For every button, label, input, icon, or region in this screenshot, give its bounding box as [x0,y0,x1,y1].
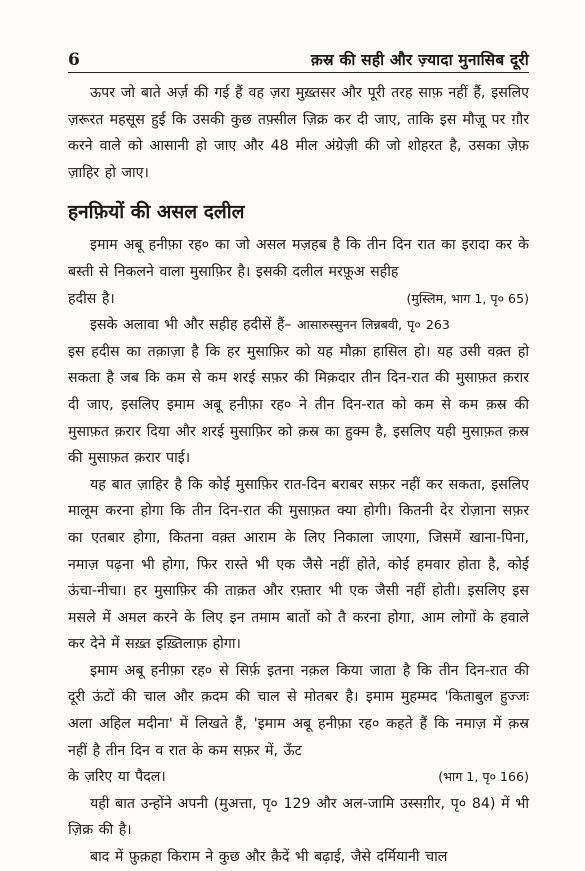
header-rule [68,72,529,73]
paragraph-2-text: इसके अलावा भी और सहीह हदीसें हैं– [90,317,292,334]
paragraph-1-last-line: हदीस है। [68,290,115,307]
paragraph-5: इमाम अबू हनीफ़ा रह० से सिर्फ़ इतना नक़ल किया जाता है कि तीन दिन-रात की दूरी ऊंटों की चाल और क़दम की चाल से मोतबर है। इमाम मुहम्मद 'किताबुल हुज्जः अला अहिल मदीना' में लिखते हैं, 'इमाम अबू हनीफ़ा रह० कहते हैं कि नमाज़ में क़स्र नहीं है तीन दिन व रात के कम सफ़र में, ऊँट [68,662,529,759]
paragraph-1-end [68,286,529,313]
intro-paragraph: ऊपर जो बाते अर्ज़ की गई हैं वह ज़रा मुख़्तसर और पूरी तरह साफ़ नहीं हैं, इसलिए ज़रूरत महसूस हुई कि उसकी कुछ तफ़्सील ज़िक्र कर दी जाए, ताकि इस मौज़ू पर ग़ौर करने वाले को आसानी हो जाए और 48 मील अंग्रेज़ी की जो शोहरत है, उसका ज़ेफ़ ज़ाहिर हो जाए। [68,85,529,181]
running-title: क़स्र की सही और ज़्यादा मुनासिब दूरी [310,51,529,69]
paragraph-5-end [68,764,529,791]
paragraph-3: इस हदीस का तक़ाज़ा है कि हर मुसाफ़िर को यह मौक़ा हासिल हो। यह उसी वक़्त हो सकता है जब कि कम से कम शरई सफ़र की मिक़दार तीन दिन-रात की मुसाफ़त क़रार दी जाए, इसलिए इमाम अबू हनीफ़ा रह० ने तीन दिन-रात को कम से कम क़स्र की मुसाफ़त क़रार दिया और शरई मुसाफ़िर को क़स्र का हुक्म है, इसलिए यही मुसाफ़त क़स्र की मुसाफ़त क़रार पाई। [68,343,529,467]
paragraph-1: इमाम अबू हनीफ़ा रह० का जो असल मज़हब है कि तीन दिन रात का इरादा कर के बस्ती से निकलने वाला मुसाफ़िर है। इसकी दलील मरफ़ूअ सहीह [68,237,529,280]
citation-bhag-1: (भाग 1, पृ० 166) [438,769,529,785]
page-number: 6 [68,50,80,70]
paragraph-2 [68,312,529,339]
paragraph-5-last-line: के ज़रिए या पैदल। [68,769,166,786]
paragraph-7: बाद में फ़ुक़हा किराम ने कुछ और क़ैदें भी बढ़ाई, जैसे दर्मियानी चाल [90,849,448,866]
section-heading: हनफ़ियों की असल दलील [68,201,245,224]
citation-muslim: (मुस्लिम, भाग 1, पृ० 65) [406,290,529,306]
paragraph-6: यही बात उन्होंने अपनी (मुअत्ता, पृ० 129 और अल-जामि उस्सग़ीर, पृ० 84) में भी ज़िक्र की है। [68,795,529,839]
citation-asarus-sunan: आसारुस्सुनन लिन्नबवी, पृ० 263 [296,317,450,333]
paragraph-4: यह बात ज़ाहिर है कि कोई मुसाफ़िर रात-दिन बराबर सफ़र नहीं कर सकता, इसलिए मालूम करना होगा कि तीन दिन-रात की मुसाफ़त क्या होगी। कितनी देर रोज़ाना सफ़र का एतबार होगा, कितना वक़्त आराम के लिए निकाला जाएगा, जिसमें खाना-पिना, नमाज़ पढ़ना भी होगा, फिर रास्ते भी एक जैसे नहीं होते, कोई हमवार होता है, कोई ऊंचा-नीचा। हर मुसाफ़िर की ताक़त और रफ़्तार भी एक जैसी नहीं होती। इसलिए इस मसले में अमल करने के लिए इन तमाम बातों को तै करना होगा, आम लोगों के हवाले कर देने में सख़्त इख़्तिलाफ़ होगा। [68,476,529,653]
page-body [68,80,529,871]
page-header [68,44,529,70]
